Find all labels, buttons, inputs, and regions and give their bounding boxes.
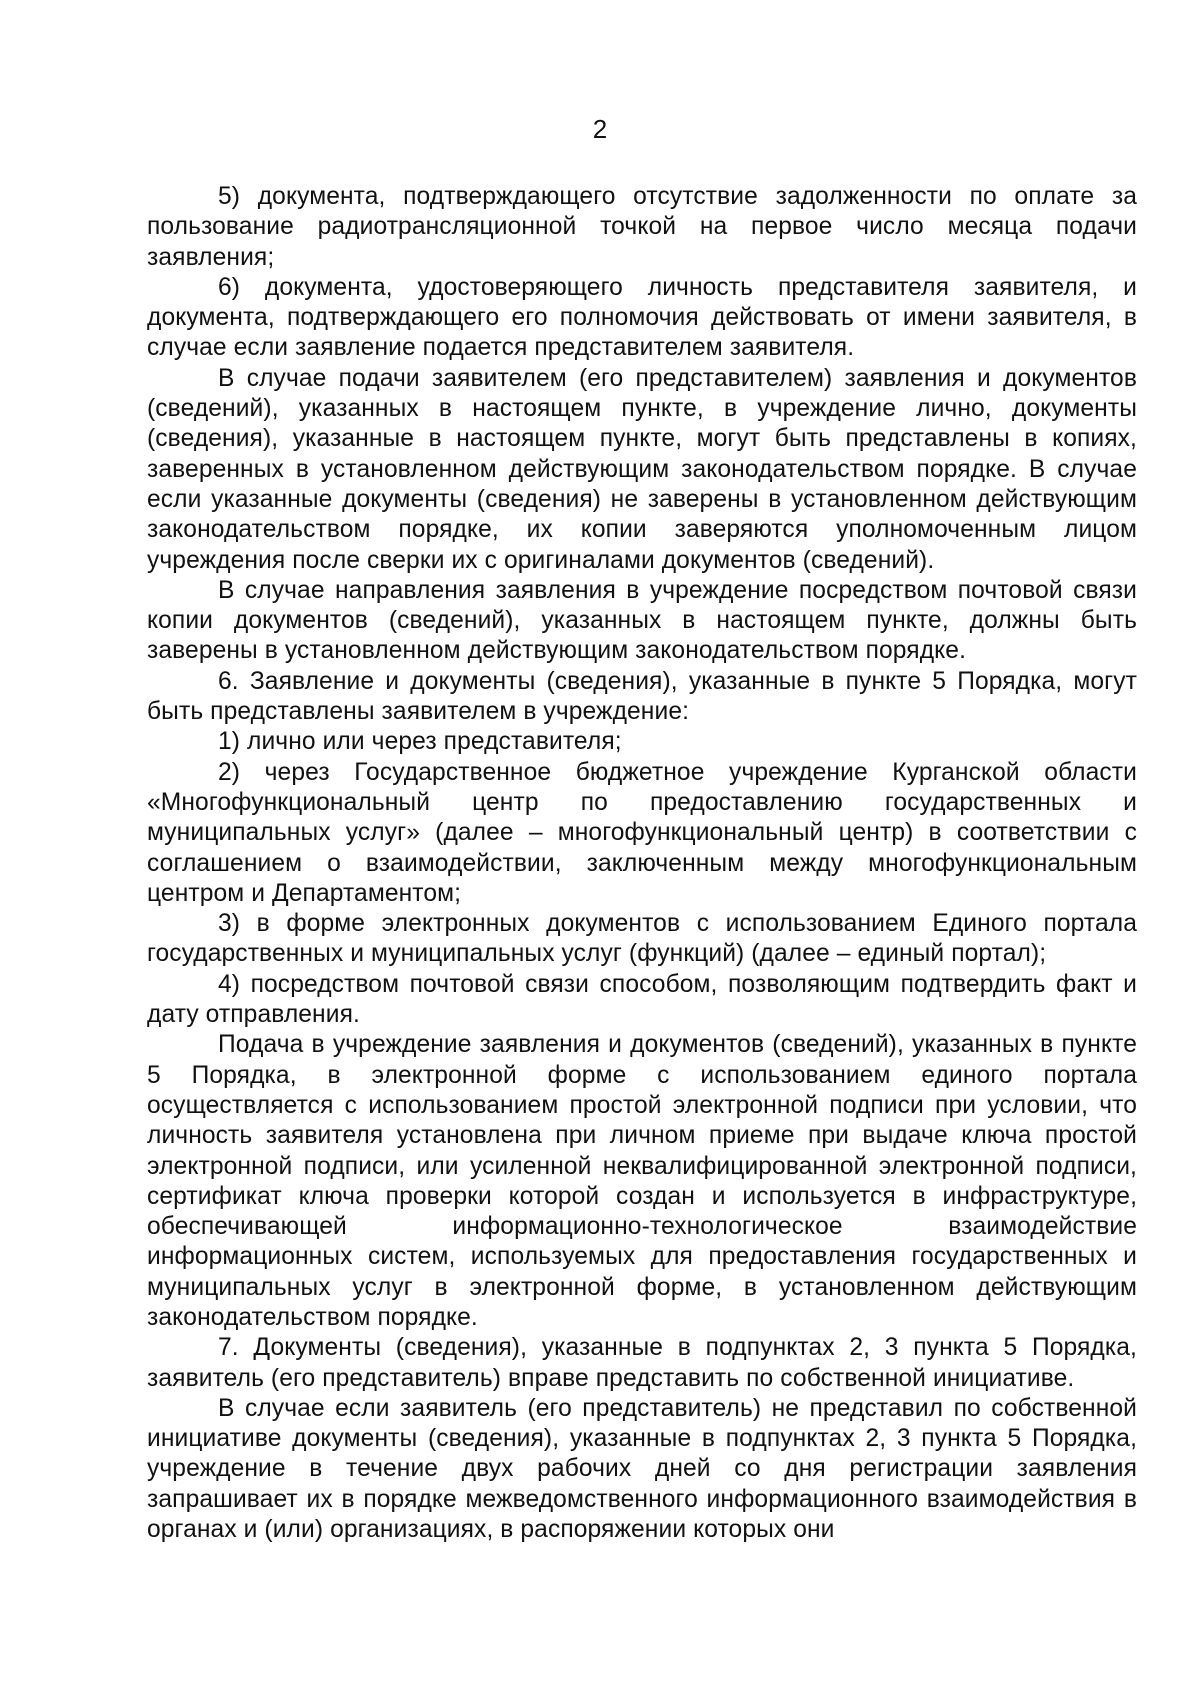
paragraph-2: 6) документа, удостоверяющего личность представителя заявителя, и документа, подтверждающего его полномочия действовать от имени заявителя, в случае если заявление подается представителем заявителя. [147,273,1137,362]
document-body [147,182,1137,1545]
paragraph-7: 2) через Государственное бюджетное учреждение Курганской области «Многофункциональный центр по предоставлению государственных и муниципальных услуг» (далее – многофункциональный центр) в соответствии с соглашением о взаимодействии, заключенным между многофункциональным центром и Департаментом; [147,758,1137,907]
page-number: 2 [592,114,608,144]
paragraph-12: В случае если заявитель (его представитель) не представил по собственной инициативе документы (сведения), указанные в подпунктах 2, 3 пункта 5 Порядка, учреждение в течение двух рабочих дней со дня регистрации заявления запрашивает их в порядке межведомственного информационного взаимодействия в органах и (или) организациях, в распоряжении которых они [147,1394,1137,1544]
paragraph-3: В случае подачи заявителем (его представителем) заявления и документов (сведений), указанных в настоящем пункте, в учреждение лично, документы (сведения), указанные в настоящем пункте, могут быть представлены в копиях, заверенных в установленном действующим законодательством порядке. В случае если указанные документы (сведения) не заверены в установленном действующим законодательством порядке, их копии заверяются уполномоченным лицом учреждения после сверки их с оригиналами документов (сведений). [147,364,1137,574]
paragraph-4: В случае направления заявления в учреждение посредством почтовой связи копии документов (сведений), указанных в настоящем пункте, должны быть заверены в установленном действующим законодательством порядке. [147,576,1137,665]
paragraph-11: 7. Документы (сведения), указанные в подпунктах 2, 3 пункта 5 Порядка, заявитель (его представитель) вправе представить по собственной инициативе. [147,1334,1137,1392]
paragraph-1: 5) документа, подтверждающего отсутствие задолженности по оплате за пользование радиотрансляционной точкой на первое число месяца подачи заявления; [147,183,1137,271]
paragraph-10: Подача в учреждение заявления и документов (сведений), указанных в пункте 5 Порядка, в электронной форме с использованием единого портала осуществляется с использованием простой электронной подписи при условии, что личность заявителя установлена при личном приеме при выдаче ключа простой электронной подписи, или усиленной неквалифицированной электронной подписи, сертификат ключа проверки которой создан и используется в инфраструктуре, обеспечивающей информационно-технологическое взаимодействие информационных систем, используемых для предоставления государственных и муниципальных услуг в электронной форме, в установленном действующим законодательством порядке. [147,1031,1137,1331]
paragraph-9: 4) посредством почтовой связи способом, позволяющим подтвердить факт и дату отправления. [147,970,1137,1029]
paragraph-6: 1) лично или через представителя; [218,728,622,756]
paragraph-5: 6. Заявление и документы (сведения), указанные в пункте 5 Порядка, могут быть представлены заявителем в учреждение: [147,667,1137,726]
paragraph-8: 3) в форме электронных документов с использованием Единого портала государственных и муниципальных услуг (функций) (далее – единый портал); [147,910,1137,968]
